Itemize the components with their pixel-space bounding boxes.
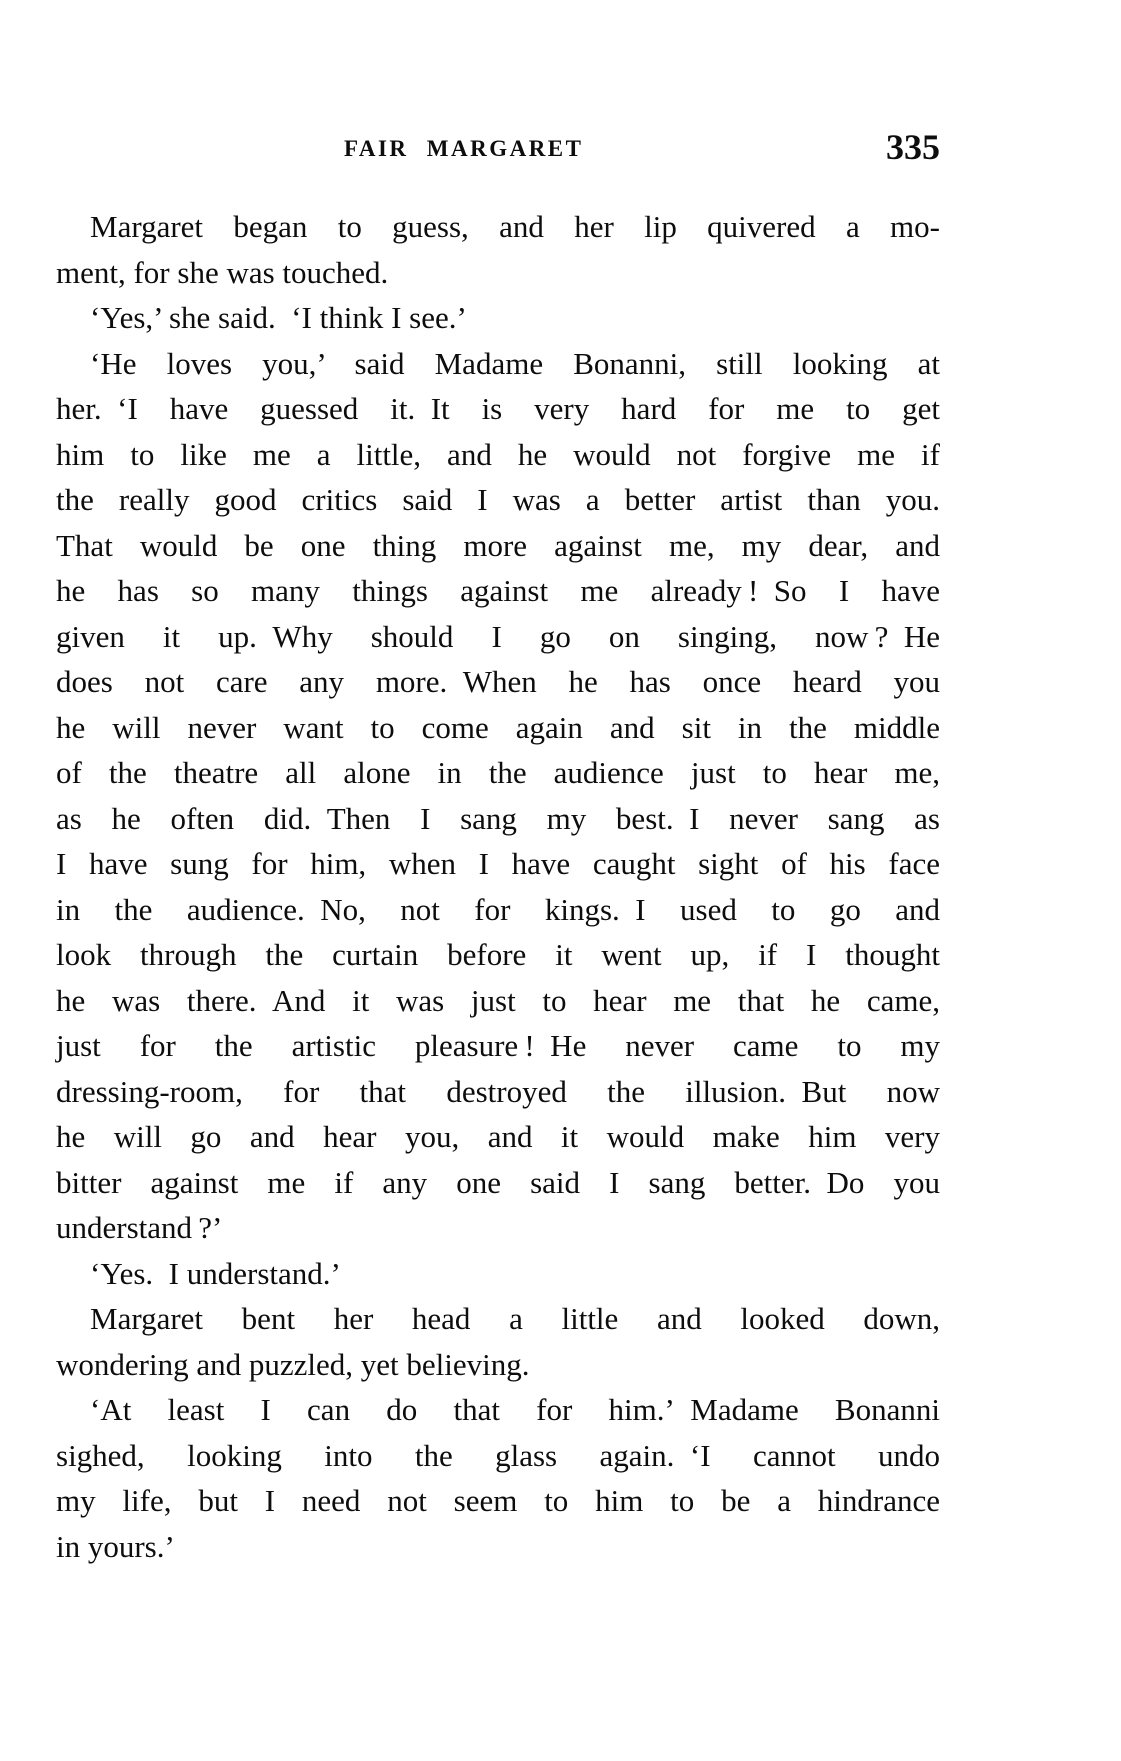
text-line: him to like me a little, and he would not forgive me if bbox=[56, 436, 940, 472]
text-line: he will go and hear you, and it would make him very bbox=[56, 1119, 940, 1154]
page-header bbox=[56, 126, 940, 172]
text-line: ‘Yes,’ she said. ‘I think I see.’ bbox=[90, 300, 467, 335]
text-line: That would be one thing more against me, my dear, and bbox=[56, 527, 940, 563]
text-line: ‘Yes. I understand.’ bbox=[90, 1255, 341, 1291]
text-line: understand ?’ bbox=[56, 1210, 223, 1245]
text-line: dressing-room, for that destroyed the illusion. But now bbox=[56, 1073, 940, 1109]
text-line: ‘At least I can do that for him.’ Madame Bonanni bbox=[90, 1392, 940, 1427]
text-line: in the audience. No, not for kings. I used to go and bbox=[56, 891, 940, 927]
text-line: Margaret bent her head a little and looked down, bbox=[90, 1301, 940, 1336]
body-text bbox=[56, 204, 940, 1569]
text-line: the really good critics said I was a better artist than you. bbox=[56, 482, 940, 517]
text-line: bitter against me if any one said I sang better. Do you bbox=[56, 1164, 940, 1200]
text-line: wondering and puzzled, yet believing. bbox=[56, 1346, 530, 1382]
text-line: does not care any more. When he has once heard you bbox=[56, 664, 940, 699]
text-line: ment, for she was touched. bbox=[56, 254, 389, 290]
text-line: given it up. Why should I go on singing, now ? He bbox=[56, 618, 940, 654]
text-line: he was there. And it was just to hear me that he came, bbox=[56, 982, 940, 1018]
text-line: in yours.’ bbox=[56, 1528, 175, 1564]
page-number: 335 bbox=[886, 127, 940, 167]
text-line: sighed, looking into the glass again. ‘I cannot undo bbox=[56, 1437, 940, 1473]
text-line: my life, but I need not seem to him to be a hindrance bbox=[56, 1483, 940, 1518]
running-title: FAIR MARGARET bbox=[344, 136, 584, 161]
text-line: Margaret began to guess, and her lip quivered a mo- bbox=[90, 209, 940, 244]
text-line: of the theatre all alone in the audience just to hear me, bbox=[56, 755, 940, 790]
text-line: he has so many things against me already ! So I have bbox=[56, 573, 940, 608]
text-line: just for the artistic pleasure ! He never came to my bbox=[56, 1028, 940, 1063]
text-line: I have sung for him, when I have caught sight of his face bbox=[56, 846, 940, 881]
text-line: her. ‘I have guessed it. It is very hard for me to get bbox=[56, 391, 940, 426]
text-line: look through the curtain before it went up, if I thought bbox=[56, 937, 940, 972]
text-line: as he often did. Then I sang my best. I never sang as bbox=[56, 800, 940, 836]
text-line: ‘He loves you,’ said Madame Bonanni, still looking at bbox=[90, 345, 940, 381]
text-line: he will never want to come again and sit in the middle bbox=[56, 709, 940, 745]
